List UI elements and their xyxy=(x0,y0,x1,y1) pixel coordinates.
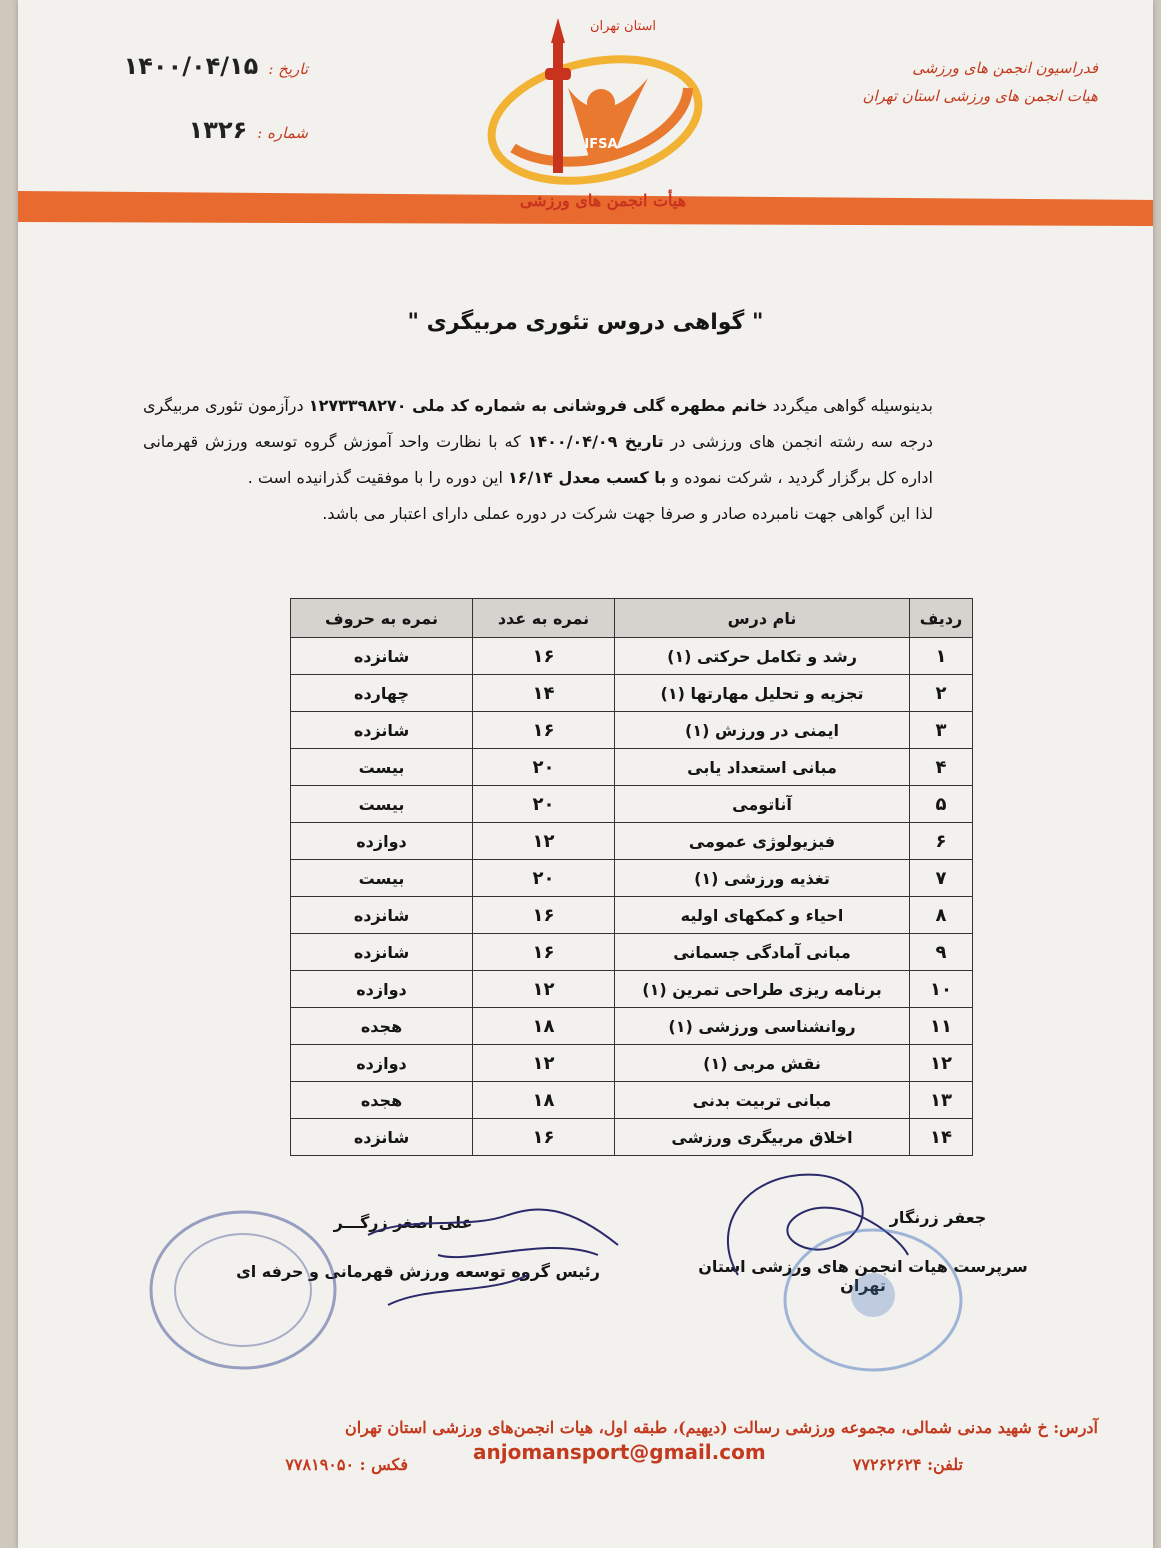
course-name-cell: مبانی استعداد یابی xyxy=(615,749,910,786)
ifsa-logo xyxy=(473,8,718,223)
body-text-3: که با نظارت واحد آموزش گروه توسعه ورزش قهرمانی اداره کل برگزار گردید ، شرکت نموده و xyxy=(143,432,933,487)
org-line-1: فدراسیون انجمن های ورزشی xyxy=(912,59,1098,77)
supervisor-name: جعفر زرنگار xyxy=(889,1208,987,1227)
course-name-cell: اخلاق مربیگری ورزشی xyxy=(615,1119,910,1156)
course-name-cell: رشد و تکامل حرکتی (۱) xyxy=(615,638,910,675)
row-number-cell: ۱ xyxy=(910,638,973,675)
row-number-cell: ۵ xyxy=(910,786,973,823)
row-number-cell: ۸ xyxy=(910,897,973,934)
course-name-cell: ایمنی در ورزش (۱) xyxy=(615,712,910,749)
course-name-cell: فیزیولوژی عمومی xyxy=(615,823,910,860)
table-row xyxy=(291,1045,973,1082)
score-number-cell: ۱۸ xyxy=(473,1082,615,1119)
score-number-cell: ۱۲ xyxy=(473,823,615,860)
course-name-cell: احیاء و کمکهای اولیه xyxy=(615,897,910,934)
table-row xyxy=(291,860,973,897)
header-score-letters: نمره به حروف xyxy=(291,599,473,638)
table-row xyxy=(291,786,973,823)
row-number-cell: ۹ xyxy=(910,934,973,971)
score-number-cell: ۱۶ xyxy=(473,1119,615,1156)
row-number-cell: ۱۰ xyxy=(910,971,973,1008)
score-letters-cell: چهارده xyxy=(291,675,473,712)
body-average: با کسب معدل ۱۶/۱۴ xyxy=(507,468,667,487)
row-number-cell: ۱۱ xyxy=(910,1008,973,1045)
header-course-name: نام درس xyxy=(615,599,910,638)
score-letters-cell: بیست xyxy=(291,860,473,897)
score-letters-cell: بیست xyxy=(291,786,473,823)
table-row xyxy=(291,712,973,749)
footer-fax: فکس : ۷۷۸۱۹۰۵۰ xyxy=(285,1455,408,1474)
table-row xyxy=(291,1008,973,1045)
table-row xyxy=(291,897,973,934)
row-number-cell: ۶ xyxy=(910,823,973,860)
score-number-cell: ۱۶ xyxy=(473,638,615,675)
date-label: تاریخ : xyxy=(268,60,308,78)
table-row xyxy=(291,1082,973,1119)
date-value: ۱۴۰۰/۰۴/۱۵ xyxy=(123,52,259,80)
grades-table xyxy=(290,598,973,1156)
row-number-cell: ۷ xyxy=(910,860,973,897)
footer-address: آدرس: خ شهید مدنی شمالی، مجموعه ورزشی رسالت (دیهیم)، طبقه اول، هیات انجمن‌های ورزشی استان تهران xyxy=(344,1418,1098,1437)
org-header xyxy=(862,54,1098,110)
row-number-cell: ۳ xyxy=(910,712,973,749)
score-letters-cell: شانزده xyxy=(291,934,473,971)
signature-scribble-left xyxy=(348,1195,628,1315)
table-row xyxy=(291,675,973,712)
body-exam-date: تاریخ ۱۴۰۰/۰۴/۰۹ xyxy=(527,432,664,451)
score-number-cell: ۲۰ xyxy=(473,749,615,786)
table-row xyxy=(291,638,973,675)
score-number-cell: ۱۴ xyxy=(473,675,615,712)
supervisor-title: سرپرست هیات انجمن های ورزشی استان تهران xyxy=(698,1257,1028,1295)
table-row xyxy=(291,749,973,786)
number-label: شماره : xyxy=(257,124,308,142)
body-text-2: درآزمون تئوری مربیگری درجه سه رشته انجمن های ورزشی در xyxy=(143,396,933,451)
logo-top-text: استان تهران xyxy=(589,19,657,34)
certificate-page xyxy=(18,0,1153,1548)
score-number-cell: ۲۰ xyxy=(473,860,615,897)
logo-bottom-text: هیأت انجمن های ورزشی xyxy=(519,191,687,210)
score-number-cell: ۱۸ xyxy=(473,1008,615,1045)
score-letters-cell: شانزده xyxy=(291,897,473,934)
score-letters-cell: بیست xyxy=(291,749,473,786)
logo-center-text: IFSA xyxy=(584,137,618,152)
body-text-4: این دوره را با موفقیت گذرانیده است . xyxy=(247,468,508,487)
footer-email: anjomansport@gmail.com xyxy=(473,1440,766,1464)
number-row xyxy=(189,116,308,144)
row-number-cell: ۴ xyxy=(910,749,973,786)
score-letters-cell: شانزده xyxy=(291,712,473,749)
date-row xyxy=(124,52,308,80)
number-value: ۱۳۲۶ xyxy=(188,116,248,144)
course-name-cell: نقش مربی (۱) xyxy=(615,1045,910,1082)
row-number-cell: ۱۲ xyxy=(910,1045,973,1082)
score-number-cell: ۱۲ xyxy=(473,1045,615,1082)
score-letters-cell: هجده xyxy=(291,1082,473,1119)
course-name-cell: تغذیه ورزشی (۱) xyxy=(615,860,910,897)
official-stamp-right xyxy=(778,1225,968,1375)
score-letters-cell: دوازده xyxy=(291,823,473,860)
score-number-cell: ۱۶ xyxy=(473,897,615,934)
row-number-cell: ۲ xyxy=(910,675,973,712)
body-holder-name: خانم مطهره گلی فروشانی به شماره کد ملی ۱۲۷۳۳۹۸۲۷۰ xyxy=(308,396,768,415)
score-letters-cell: شانزده xyxy=(291,638,473,675)
official-stamp-left xyxy=(143,1205,343,1375)
table-header-row xyxy=(291,599,973,638)
table-row xyxy=(291,1119,973,1156)
certificate-body xyxy=(143,388,933,532)
footer-phone: تلفن: ۷۷۲۶۲۶۲۴ xyxy=(852,1455,963,1474)
score-number-cell: ۱۲ xyxy=(473,971,615,1008)
group-head-name: علی اصغر زرگـــر xyxy=(333,1213,473,1232)
course-name-cell: روانشناسی ورزشی (۱) xyxy=(615,1008,910,1045)
header-row-number: ردیف xyxy=(910,599,973,638)
score-number-cell: ۱۶ xyxy=(473,712,615,749)
course-name-cell: مبانی آمادگی جسمانی xyxy=(615,934,910,971)
certificate-title: " گواهی دروس تئوری مربیگری " xyxy=(407,310,764,335)
score-letters-cell: شانزده xyxy=(291,1119,473,1156)
course-name-cell: آناتومی xyxy=(615,786,910,823)
course-name-cell: مبانی تربیت بدنی xyxy=(615,1082,910,1119)
body-text-1: بدینوسیله گواهی میگردد xyxy=(767,396,934,415)
table-row xyxy=(291,934,973,971)
table-row xyxy=(291,971,973,1008)
course-name-cell: تجزیه و تحلیل مهارتها (۱) xyxy=(615,675,910,712)
row-number-cell: ۱۴ xyxy=(910,1119,973,1156)
score-number-cell: ۲۰ xyxy=(473,786,615,823)
score-number-cell: ۱۶ xyxy=(473,934,615,971)
group-head-title: رئیس گروه توسعه ورزش قهرمانی و حرفه ای xyxy=(236,1262,600,1281)
score-letters-cell: هجده xyxy=(291,1008,473,1045)
course-name-cell: برنامه ریزی طراحی تمرین (۱) xyxy=(615,971,910,1008)
header-score-number: نمره به عدد xyxy=(473,599,615,638)
table-row xyxy=(291,823,973,860)
score-letters-cell: دوازده xyxy=(291,971,473,1008)
score-letters-cell: دوازده xyxy=(291,1045,473,1082)
grades-body xyxy=(291,638,973,1156)
row-number-cell: ۱۳ xyxy=(910,1082,973,1119)
org-line-2: هیات انجمن های ورزشی استان تهران xyxy=(862,87,1098,105)
body-validity-text: لذا این گواهی جهت نامبرده صادر و صرفا جهت شرکت در دوره عملی دارای اعتبار می باشد. xyxy=(322,504,933,523)
